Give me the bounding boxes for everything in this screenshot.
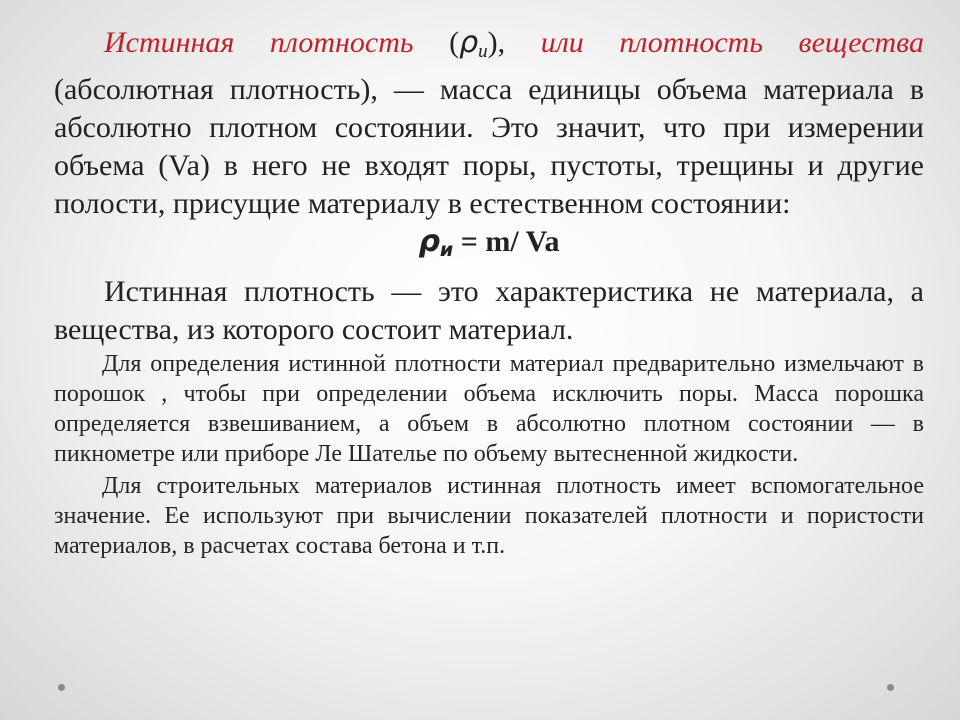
rho-symbol: ρ bbox=[459, 25, 479, 60]
decorative-dot-right bbox=[887, 684, 894, 691]
definition-paragraph bbox=[54, 24, 924, 223]
definition-text: (абсолютная плотность), — масса единицы объема материала в абсолютно плотном состоянии. Это значит, что при измерении объема (Va) в него не входят поры, пустоты, трещины и другие полости, присущие материалу в естественном состоянии: bbox=[54, 73, 924, 220]
density-formula bbox=[54, 225, 924, 267]
formula-rho-subscript: и bbox=[439, 239, 454, 261]
determination-paragraph: Для определения истинной плотности материал предварительно измельчают в порошок , чтобы при определении объема исключить поры. Масса порошка определяется взвешиванием, а объем в абсолютно плотном состоянии — в пикнометре или приборе Ле Шателье по объему вытесненной жидкости. bbox=[54, 351, 924, 467]
slide-content bbox=[54, 24, 924, 561]
close-paren: ), bbox=[487, 26, 506, 59]
term-true-density: Истинная плотность bbox=[104, 26, 414, 59]
open-paren: ( bbox=[449, 26, 460, 59]
term-substance-density: или плотность вещества bbox=[540, 26, 924, 59]
decorative-dot-left bbox=[58, 684, 65, 691]
characteristic-paragraph: Истинная плотность — это характеристика не материала, а вещества, из которого состоит материал. bbox=[54, 275, 924, 346]
formula-rho-symbol: ρ bbox=[418, 224, 440, 259]
formula-rhs: = m/ Va bbox=[460, 225, 560, 258]
rho-subscript: и bbox=[478, 41, 488, 62]
application-paragraph: Для строительных материалов истинная плотность имеет вспомогательное значение. Ее используют при вычислении показателей плотности и пористости материалов, в расчетах состава бетона и т.п. bbox=[54, 473, 924, 559]
